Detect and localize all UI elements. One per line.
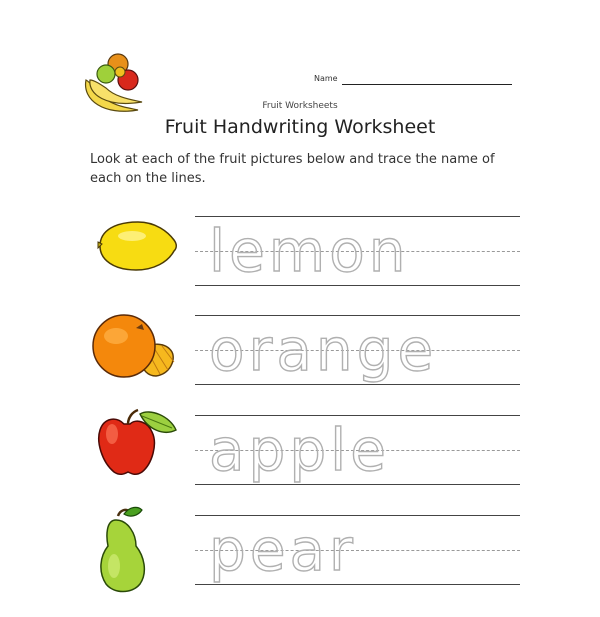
tracing-lines[interactable]: [195, 415, 520, 485]
page-title: Fruit Handwriting Worksheet: [164, 116, 436, 138]
worksheet-category: Fruit Worksheets: [262, 101, 338, 111]
tracing-lines[interactable]: [195, 315, 520, 385]
lemon-icon: [94, 218, 178, 290]
tracing-lines[interactable]: [195, 515, 520, 585]
trace-word: lemon: [209, 217, 410, 285]
trace-word: pear: [209, 516, 357, 584]
pear-icon: [96, 506, 180, 578]
instructions-text: Look at each of the fruit pictures below and trace the name of each on the lines.: [90, 152, 495, 186]
name-label: Name: [314, 74, 338, 83]
trace-word: apple: [209, 416, 390, 484]
apple-icon: [94, 408, 178, 480]
name-underline: [342, 84, 512, 85]
tracing-lines[interactable]: [195, 216, 520, 286]
trace-word: orange: [209, 316, 438, 384]
name-field[interactable]: [314, 74, 514, 88]
orange-icon: [90, 312, 174, 384]
